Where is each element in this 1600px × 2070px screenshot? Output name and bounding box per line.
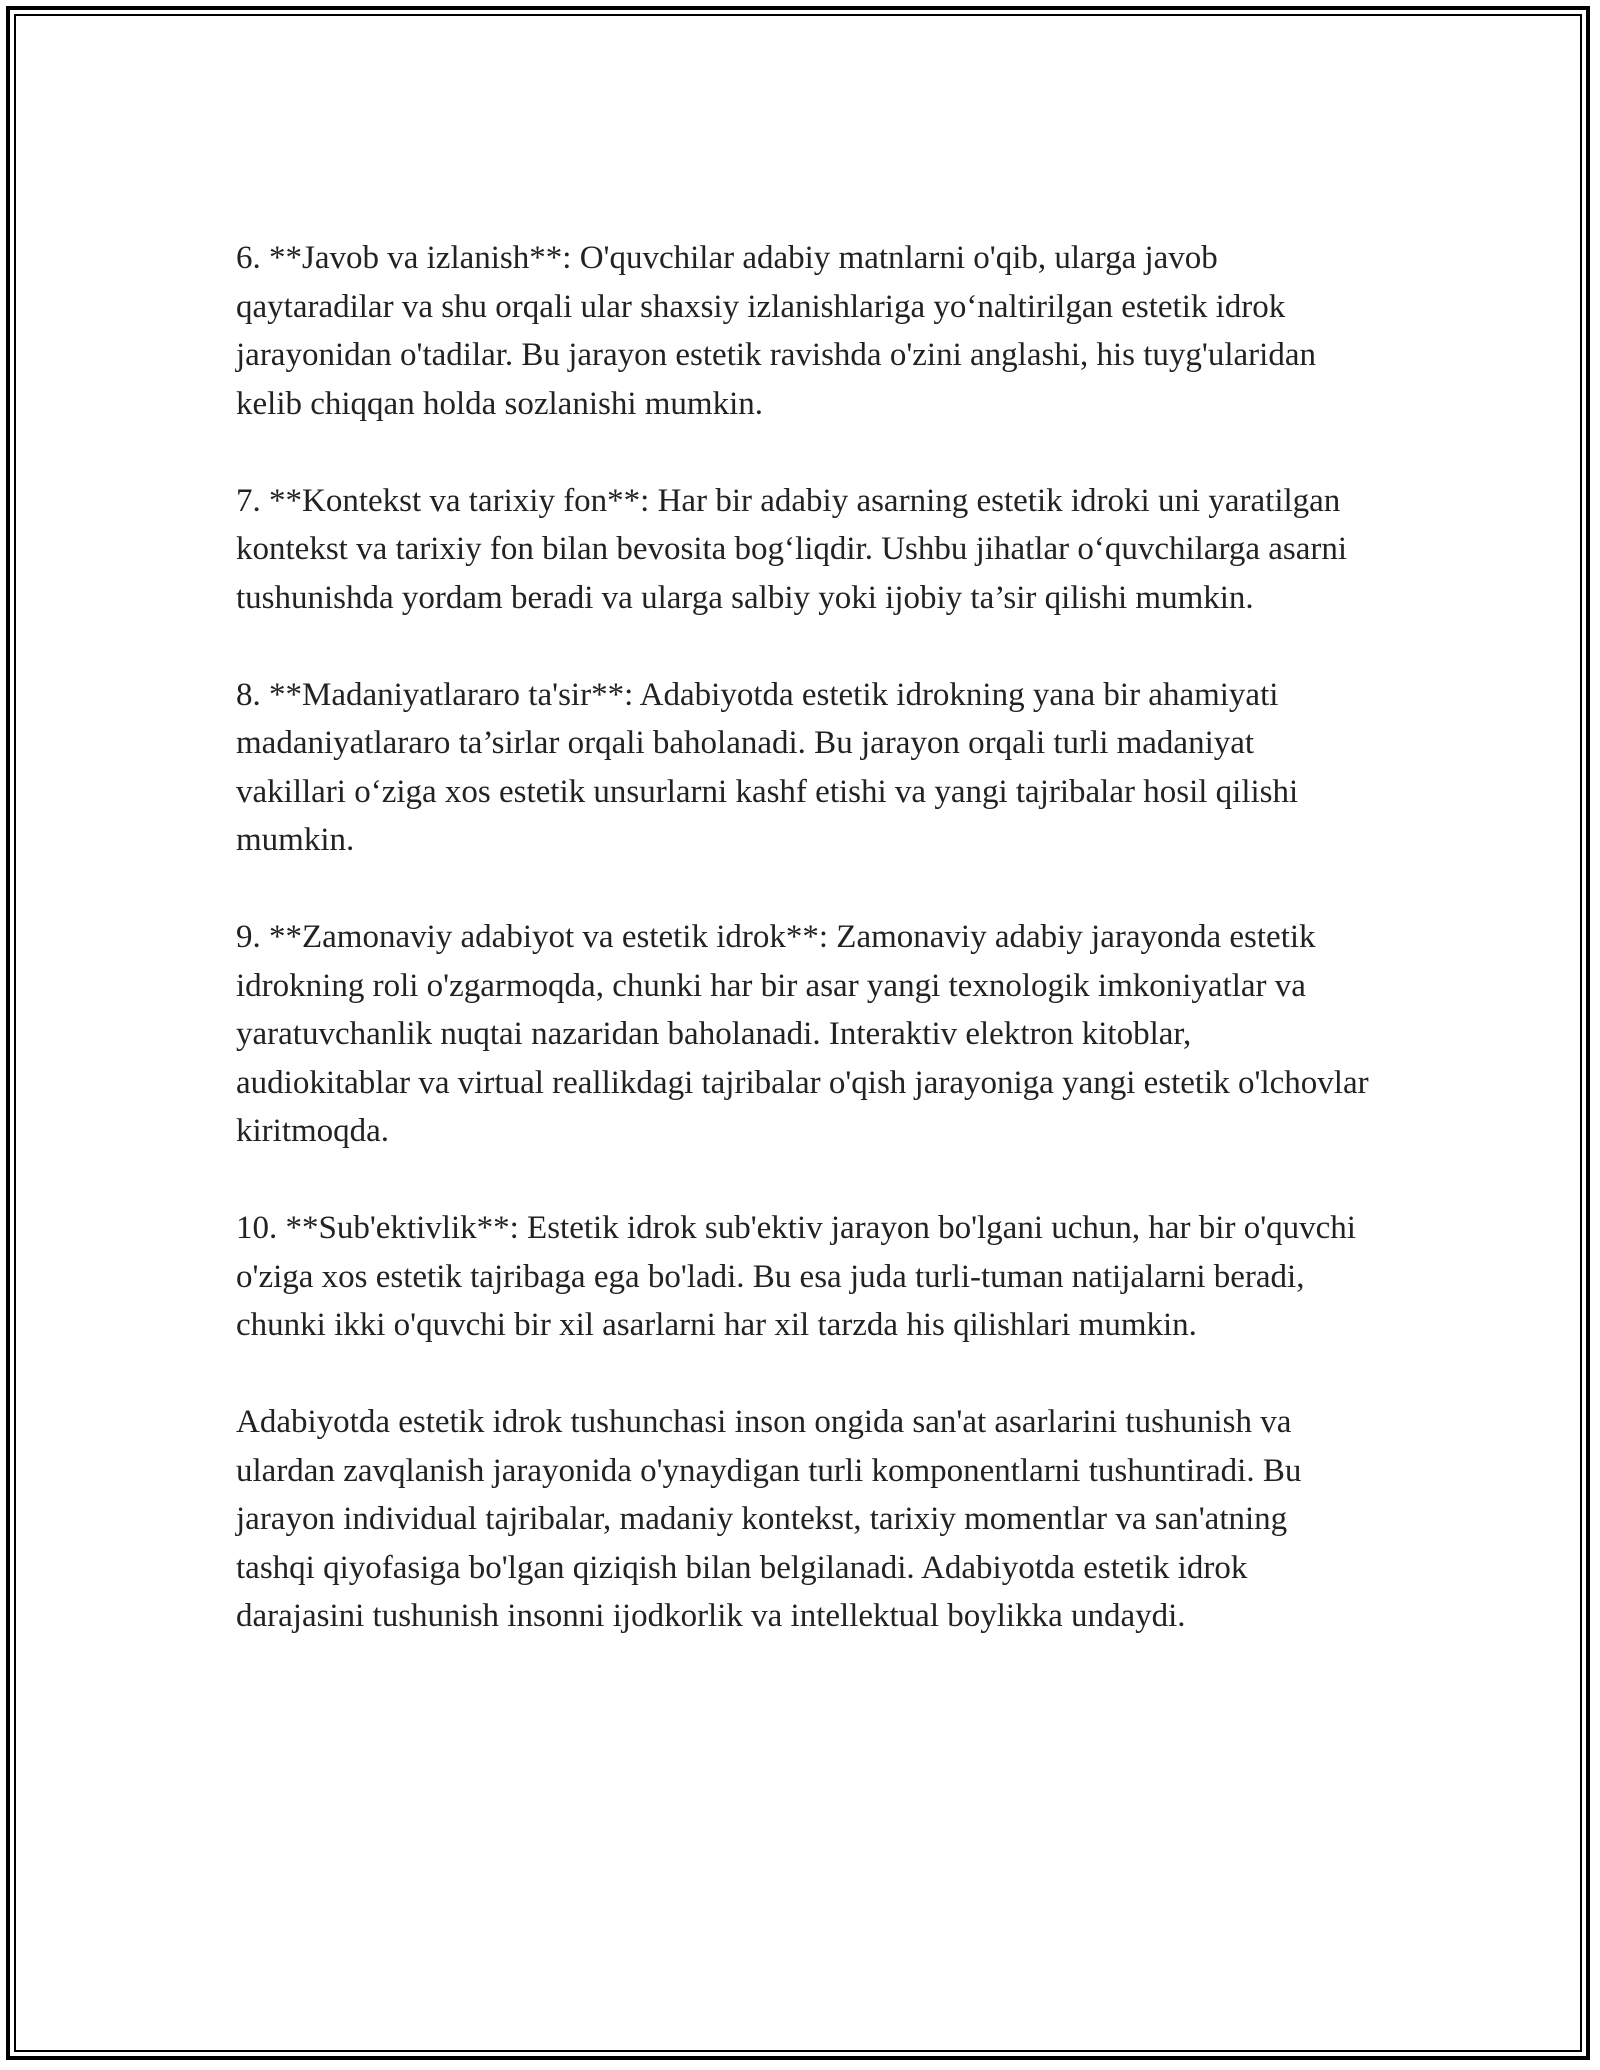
document-body bbox=[236, 234, 1370, 1641]
paragraph-item-6: 6. **Javob va izlanish**: O'quvchilar adabiy matnlarni o'qib, ularga javob qaytaradilar va shu orqali ular shaxsiy izlanishlariga yo‘naltirilgan estetik idrok jarayonidan o'tadilar. Bu jarayon estetik ravishda o'zini anglashi, his tuyg'ularidan kelib chiqqan holda sozlanishi mumkin. bbox=[236, 240, 1316, 422]
paragraph-item-7: 7. **Kontekst va tarixiy fon**: Har bir adabiy asarning estetik idroki uni yaratilgan kontekst va tarixiy fon bilan bevosita bog‘liqdir. Ushbu jihatlar o‘quvchilarga asarni tushunishda yordam beradi va ularga salbiy yoki ijobiy ta’sir qilishi mumkin. bbox=[236, 482, 1348, 616]
paragraph-item-10: 10. **Sub'ektivlik**: Estetik idrok sub'ektiv jarayon bo'lgani uchun, har bir o'quvchi o'ziga xos estetik tajribaga ega bo'ladi. Bu esa juda turli-tuman natijalarni beradi, chunki ikki o'quvchi bir xil asarlarni har xil tarzda his qilishlari mumkin. bbox=[236, 1210, 1356, 1343]
paragraph-conclusion: Adabiyotda estetik idrok tushunchasi inson ongida san'at asarlarini tushunish va ulardan zavqlanish jarayonida o'ynaydigan turli komponentlarni tushuntiradi. Bu jarayon individual tajribalar, madaniy kontekst, tarixiy momentlar va san'atning tashqi qiyofasiga bo'lgan qiziqish bilan belgilanadi. Adabiyotda estetik idrok darajasini tushunish insonni ijodkorlik va intellektual boylikka undaydi. bbox=[236, 1404, 1302, 1634]
paragraph-item-9: 9. **Zamonaviy adabiyot va estetik idrok**: Zamonaviy adabiy jarayonda estetik idrokning roli o'zgarmoqda, chunki har bir asar yangi texnologik imkoniyatlar va yaratuvchanlik nuqtai nazaridan baholanadi. Interaktiv elektron kitoblar, audiokitablar va virtual reallikdagi tajribalar o'qish jarayoniga yangi estetik o'lchovlar kiritmoqda. bbox=[236, 919, 1369, 1149]
paragraph-item-8: 8. **Madaniyatlararo ta'sir**: Adabiyotda estetik idrokning yana bir ahamiyati madaniyatlararo ta’sirlar orqali baholanadi. Bu jarayon orqali turli madaniyat vakillari o‘ziga xos estetik unsurlarni kashf etishi va yangi tajribalar hosil qilishi mumkin. bbox=[236, 676, 1299, 858]
